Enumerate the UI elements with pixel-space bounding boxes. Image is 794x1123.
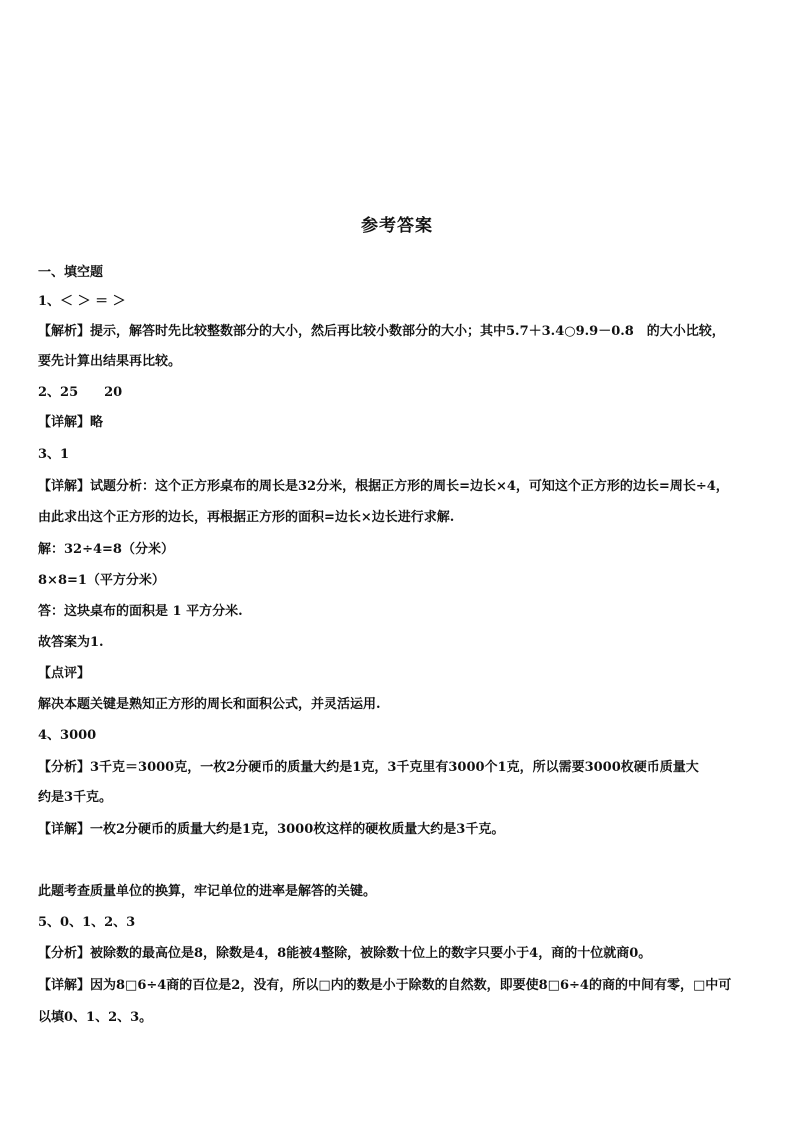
answer-4: 4、3000 bbox=[38, 728, 97, 743]
detail-5-line-1: 【详解】因为8□6÷4商的百位是2，没有，所以□内的数是小于除数的自然数，即要使8□6÷4的商的中间有零，□中可 bbox=[38, 978, 732, 993]
analysis-4-line-1: 【分析】3千克＝3000克，一枚2分硬币的质量大约是1克，3千克里有3000个1克，所以需要3000枚硬币质量大 bbox=[38, 760, 699, 775]
detail-3-line-1: 【详解】试题分析：这个正方形桌布的周长是32分米，根据正方形的周长=边长×4，可知这个正方形的边长=周长÷4， bbox=[38, 479, 729, 494]
final-answer-3: 故答案为1. bbox=[38, 635, 104, 650]
detail-3-line-2: 由此求出这个正方形的边长，再根据正方形的面积=边长×边长进行求解. bbox=[38, 510, 455, 525]
detail-5-line-2: 以填0、1、2、3。 bbox=[38, 1010, 153, 1025]
comment-heading: 【点评】 bbox=[38, 666, 91, 681]
answer-1: 1、＜ ＞ ＝ ＞ bbox=[38, 294, 126, 309]
page-title: 参考答案 bbox=[361, 216, 433, 236]
section-heading: 一、填空题 bbox=[38, 265, 104, 280]
analysis-1-line-1: 【解析】提示，解答时先比较整数部分的大小，然后再比较小数部分的大小；其中5.7＋3.4○9.9－0.8 的大小比较， bbox=[38, 324, 725, 339]
answer-3: 3、1 bbox=[38, 447, 70, 462]
analysis-4-line-2: 约是3千克。 bbox=[38, 790, 113, 805]
comment-text: 解决本题关键是熟知正方形的周长和面积公式，并灵活运用. bbox=[38, 697, 381, 712]
detail-2: 【详解】略 bbox=[38, 415, 104, 430]
solution-step-1: 解：32÷4=8（分米） bbox=[38, 542, 174, 557]
analysis-5: 【分析】被除数的最高位是8，除数是4，8能被4整除，被除数十位上的数字只要小于4，商的十位就商0。 bbox=[38, 946, 652, 961]
solution-answer: 答：这块桌布的面积是 1 平方分米. bbox=[38, 604, 243, 619]
answer-2: 2、25 20 bbox=[38, 385, 123, 400]
answer-5: 5、0、1、2、3 bbox=[38, 915, 136, 930]
analysis-1-line-2: 要先计算出结果再比较。 bbox=[38, 354, 182, 369]
note-4: 此题考查质量单位的换算，牢记单位的进率是解答的关键。 bbox=[38, 884, 377, 899]
solution-step-2: 8×8=1（平方分米） bbox=[38, 573, 165, 588]
detail-4: 【详解】一枚2分硬币的质量大约是1克，3000枚这样的硬枚质量大约是3千克。 bbox=[38, 822, 505, 837]
